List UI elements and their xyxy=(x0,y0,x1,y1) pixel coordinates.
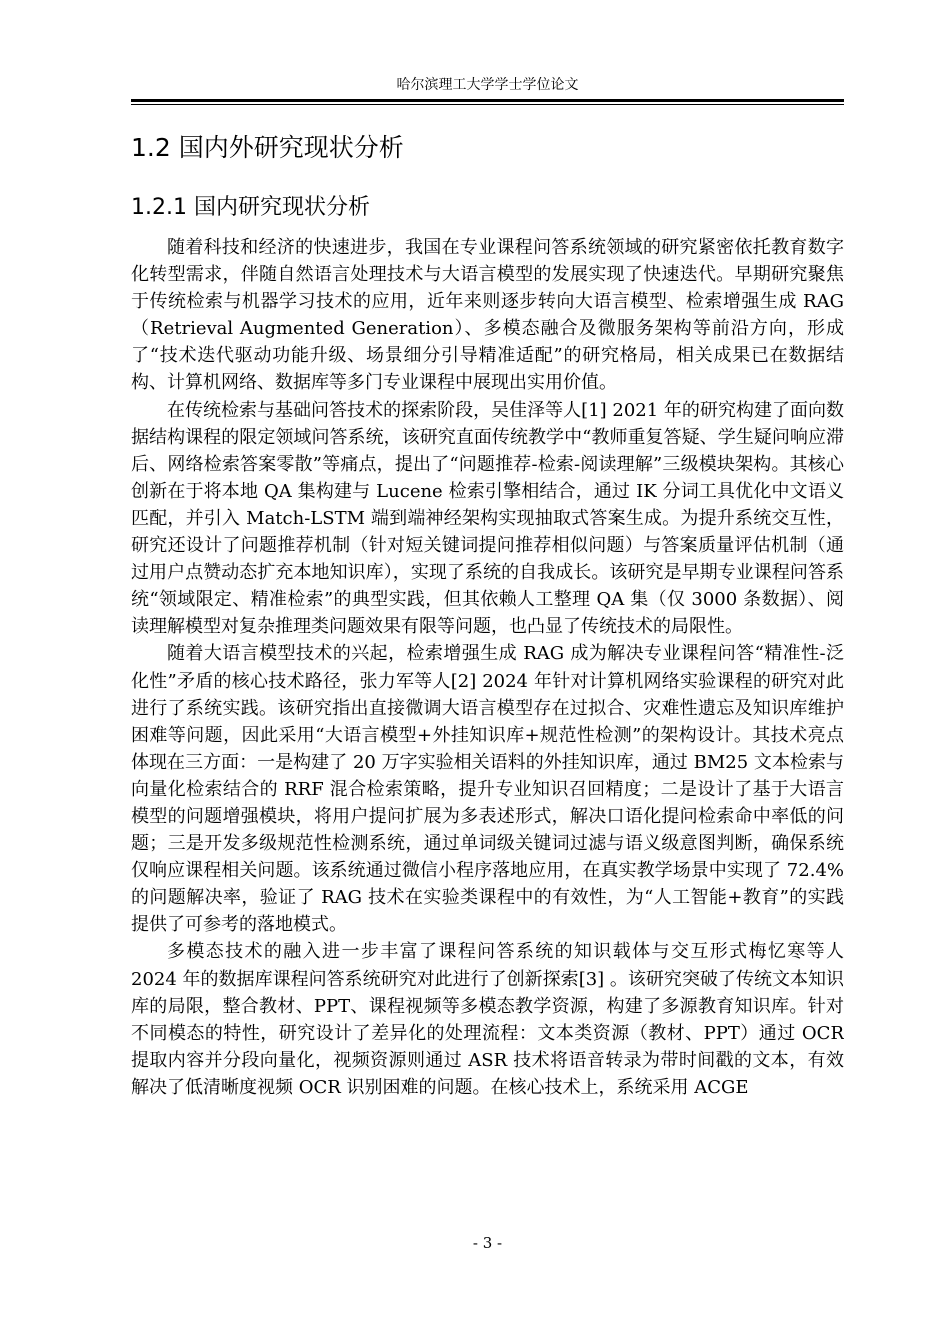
running-header: 哈尔滨理工大学学士学位论文 xyxy=(396,77,579,93)
paragraph-4: 多模态技术的融入进一步丰富了课程问答系统的知识载体与交互形式梅忆寒等人 2024 年的数据库课程问答系统研究对此进行了创新探索[3] 。该研究突破了传统文本知识库的局限，整合教材、PPT、课程视频等多模态教学资源，构建了多源教育知识库。针对不同模态的特性，研究设计了差异化的处理流程：文本类资源（教材、PPT）通过 OCR 提取内容并分段向量化，视频资源则通过 ASR 技术将语音转录为带时间戳的文本，有效解决了低清晰度视频 OCR 识别困难的问题。在核心技术上，系统采用 ACGE xyxy=(131,941,844,1098)
paragraph-1: 随着科技和经济的快速进步，我国在专业课程问答系统领域的研究紧密依托教育数字化转型需求，伴随自然语言处理技术与大语言模型的发展实现了快速迭代。早期研究聚焦于传统检索与机器学习技术的应用，近年来则逐步转向大语言模型、检索增强生成 RAG（Retrieval Augmented Generation）、多模态融合及微服务架构等前沿方向，形成了“技术迭代驱动功能升级、场景细分引导精准适配”的研究格局，相关成果已在数据结构、计算机网络、数据库等多门专业课程中展现出实用价值。 xyxy=(131,237,844,394)
header-rule-thick xyxy=(131,99,844,102)
header-rule-thin xyxy=(131,104,844,105)
section-heading: 1.2 国内外研究现状分析 xyxy=(131,133,404,162)
body-text xyxy=(131,234,844,1229)
page-number: - 3 - xyxy=(472,1234,503,1252)
paragraph-3: 随着大语言模型技术的兴起，检索增强生成 RAG 成为解决专业课程问答“精准性-泛化性”矛盾的核心技术路径，张力军等人[2] 2024 年针对计算机网络实验课程的研究对此进行了系统实践。该研究指出直接微调大语言模型存在过拟合、灾难性遗忘及知识库维护困难等问题，因此采用“大语言模型+外挂知识库+规范性检测”的架构设计。其技术亮点体现在三方面：一是构建了 20 万字实验相关语料的外挂知识库，通过 BM25 文本检索与向量化检索结合的 RRF 混合检索策略，提升专业知识召回精度；二是设计了基于大语言模型的问题增强模块，将用户提问扩展为多表述形式，解决口语化提问检索命中率低的问题；三是开发多级规范性检测系统，通过单词级关键词过滤与语义级意图判断，确保系统仅响应课程相关问题。该系统通过微信小程序落地应用，在真实教学场景中实现了 72.4%的问题解决率，验证了 RAG 技术在实验类课程中的有效性，为“人工智能+教育”的实践提供了可参考的落地模式。 xyxy=(131,643,844,936)
subsection-heading: 1.2.1 国内研究现状分析 xyxy=(131,195,370,220)
paragraph-2: 在传统检索与基础问答技术的探索阶段，吴佳泽等人[1] 2021 年的研究构建了面向数据结构课程的限定领域问答系统，该研究直面传统教学中“教师重复答疑、学生疑问响应滞后、网络检索答案零散”等痛点，提出了“问题推荐-检索-阅读理解”三级模块架构。其核心创新在于将本地 QA 集构建与 Lucene 检索引擎相结合，通过 IK 分词工具优化中文语义匹配，并引入 Match-LSTM 端到端神经架构实现抽取式答案生成。为提升系统交互性，研究还设计了问题推荐机制（针对短关键词提问推荐相似问题）与答案质量评估机制（通过用户点赞动态扩充本地知识库），实现了系统的自我成长。该研究是早期专业课程问答系统“领域限定、精准检索”的典型实践，但其依赖人工整理 QA 集（仅 3000 条数据）、阅读理解模型对复杂推理类问题效果有限等问题，也凸显了传统技术的局限性。 xyxy=(131,399,844,638)
